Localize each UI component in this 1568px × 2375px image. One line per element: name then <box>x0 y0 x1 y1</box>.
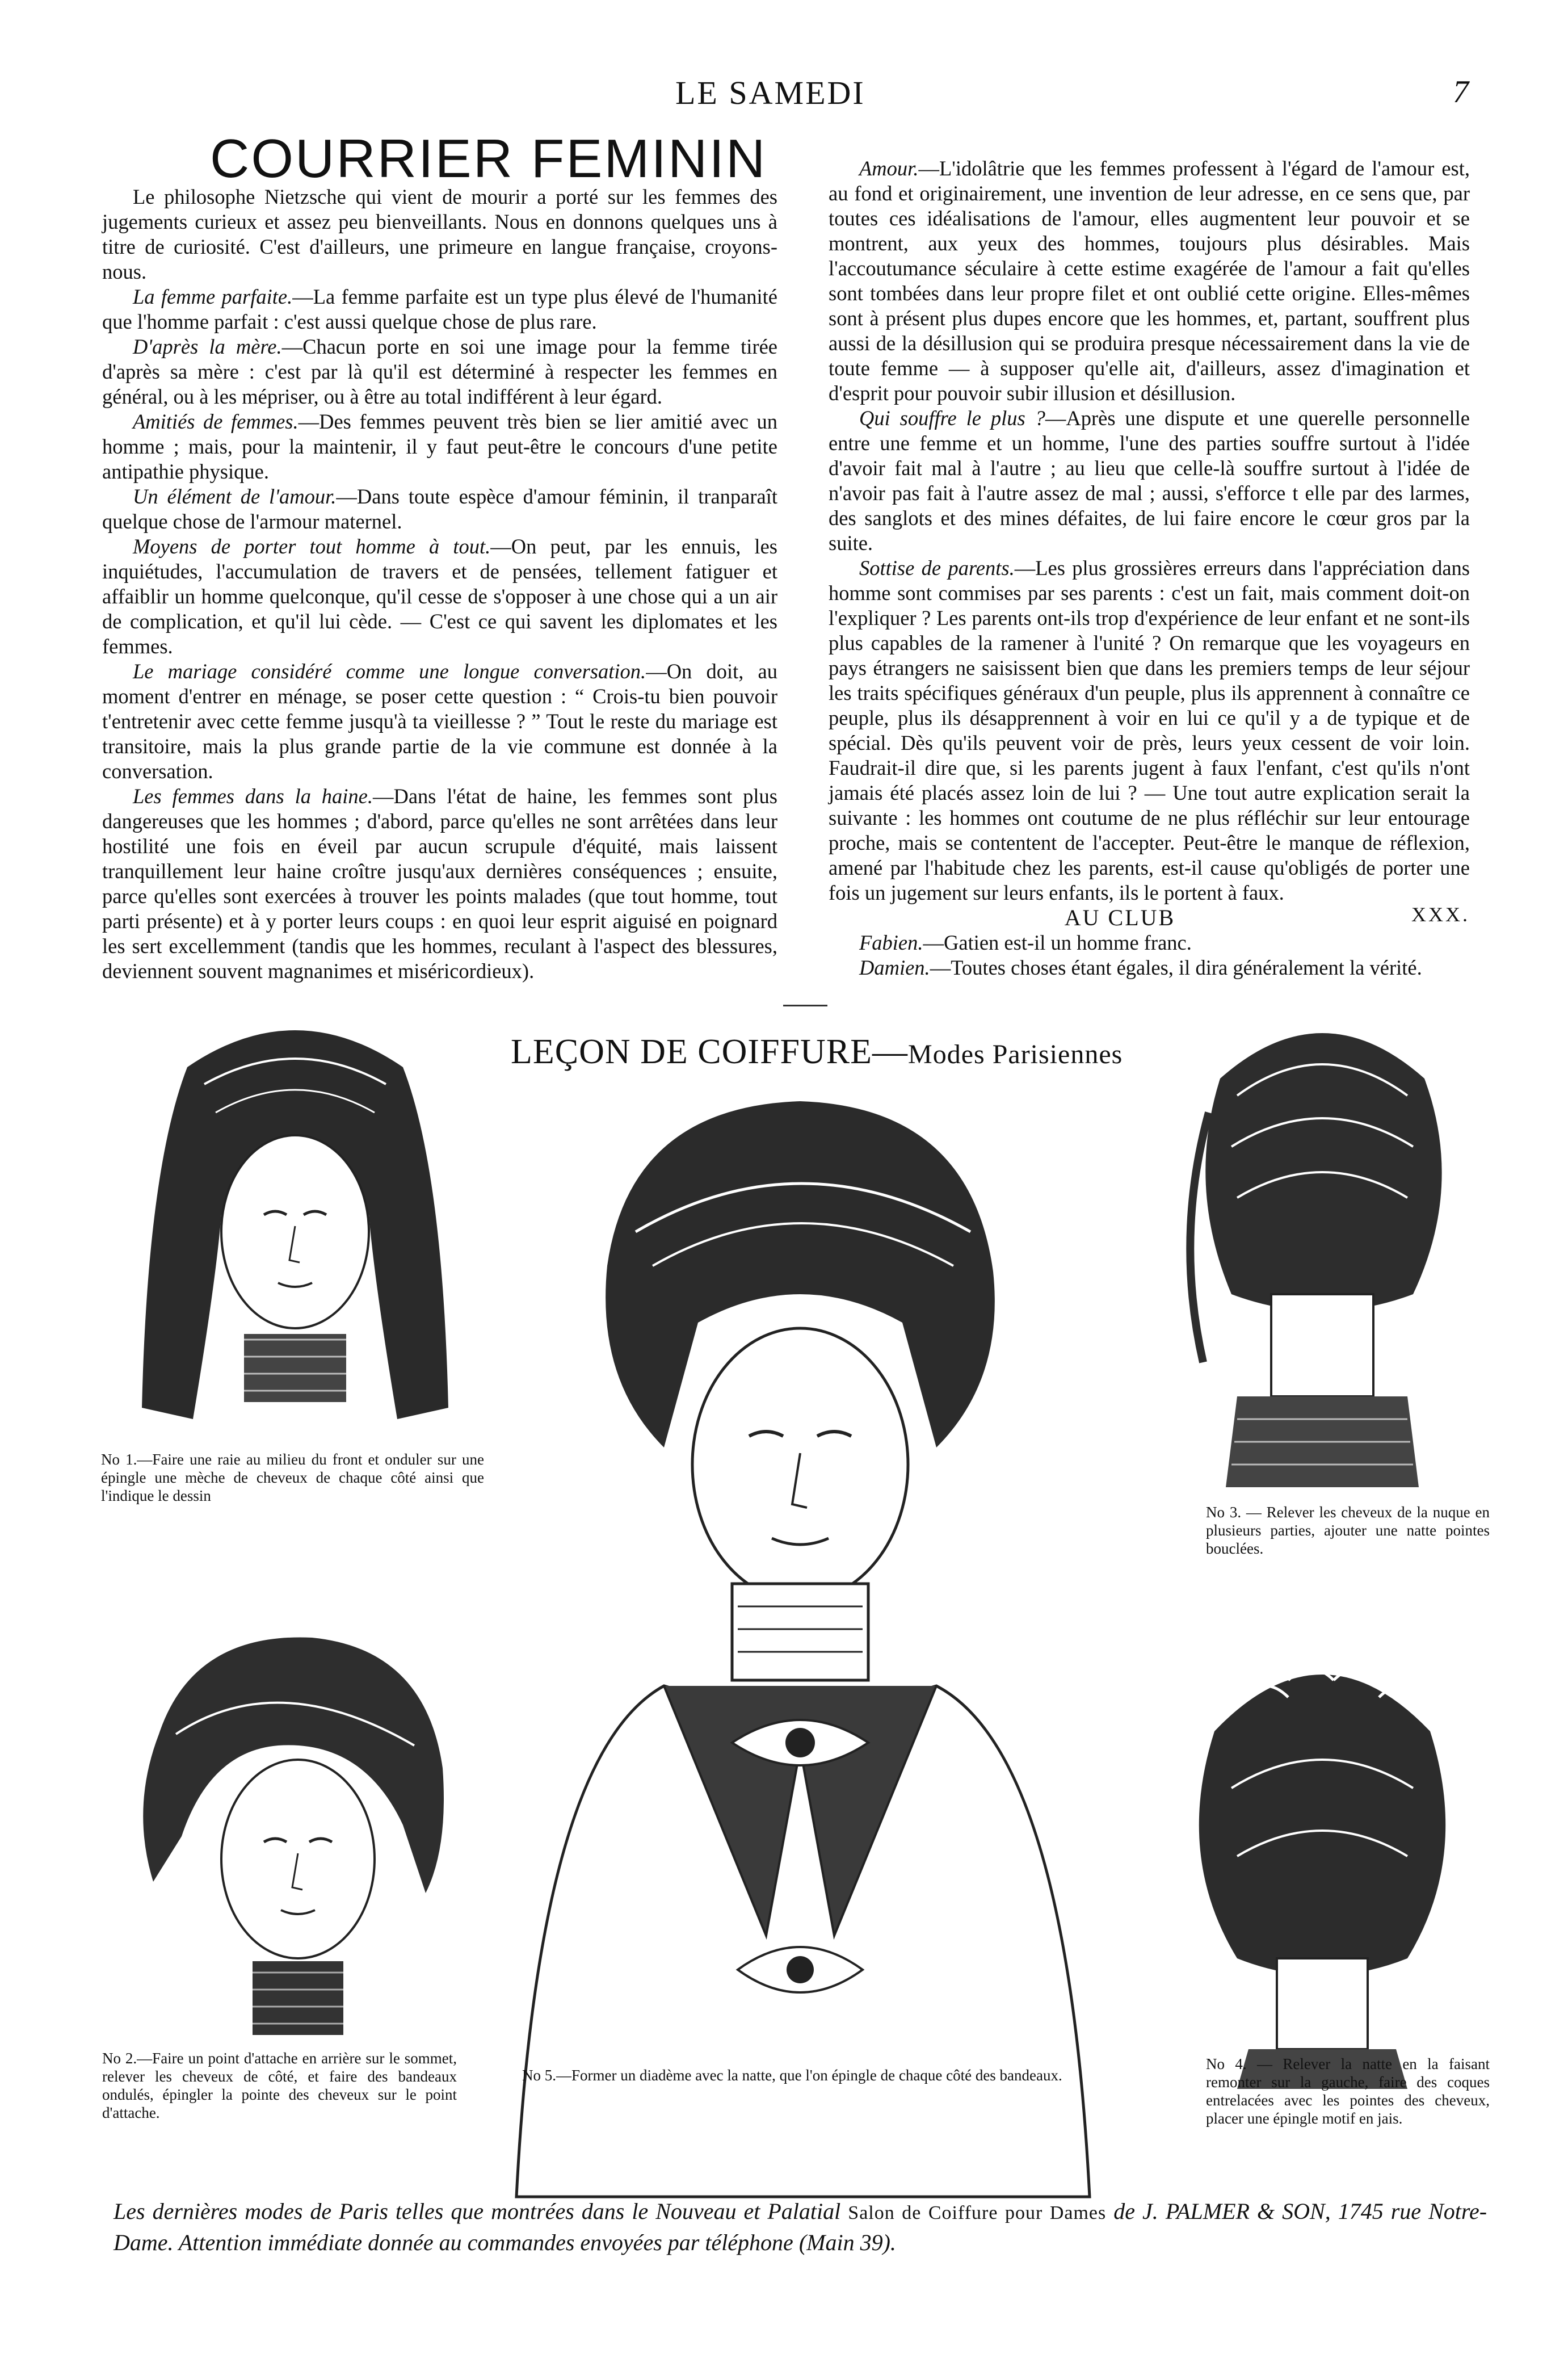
paragraph-lead: D'après la mère. <box>133 335 282 358</box>
caption-no2: No 2.—Faire un point d'attache en arrière sur le sommet, relever les cheveux de côté, et faire des bandeaux ondulés, épingler la pointe des cheveux sur le point d'attache. <box>102 2050 457 2121</box>
club-heading: AU CLUB XXX. <box>1064 903 1470 930</box>
article-paragraph: D'après la mère.—Chacun porte en soi une image pour la femme tirée d'après sa mère : c'est par là qu'il est déterminé à respecter les femmes en général, ou à les mépriser, ou à être au total indifférent à leur égard. <box>102 335 778 408</box>
article-paragraph: Un élément de l'amour.—Dans toute espèce d'amour féminin, il tranparaît quelque chose de l'armour maternel. <box>102 485 777 533</box>
caption-no1: No 1.—Faire une raie au milieu du front et onduler sur une épingle une mèche de cheveux de chaque côté ainsi que l'indique le dessin <box>101 1451 484 1504</box>
article-paragraph: La femme parfaite.—La femme parfaite est un type plus élevé de l'humanité que l'homme parfait : c'est aussi quelque chose de plus rare. <box>102 285 778 333</box>
article-paragraph: Amitiés de femmes.—Des femmes peuvent très bien se lier amitié avec un homme ; mais, pour la maintenir, il y faut peut-être le concours d'une petite antipathie physique. <box>102 410 777 483</box>
newspaper-title: LE SAMEDI <box>675 74 865 111</box>
salon-name: Salon de Coiffure pour Dames <box>848 2202 1107 2223</box>
speaker-name: Fabien. <box>859 931 923 954</box>
lecon-subtitle: Modes Parisiennes <box>908 1039 1123 1069</box>
speaker-name: Damien. <box>859 956 930 979</box>
dialogue-line: Damien.—Toutes choses étant égales, il dira généralement la vérité. <box>859 956 1422 979</box>
author-signature: XXX. <box>1411 903 1470 926</box>
portrait-hairstyle-2 <box>108 1621 471 2041</box>
engraving-illustration <box>102 999 488 1442</box>
engraving-illustration <box>505 1084 1101 2208</box>
portrait-hairstyle-5 <box>505 1084 1101 2208</box>
paragraph-lead: Moyens de porter tout homme à tout. <box>133 535 491 558</box>
portrait-hairstyle-4 <box>1163 1618 1481 2089</box>
dialogue-line: Fabien.—Gatien est-il un homme franc. <box>859 931 1192 954</box>
lecon-title: LEÇON DE COIFFURE—Modes Parisiennes <box>511 1033 1123 1071</box>
article-paragraph: Amour.—L'idolâtrie que les femmes professent à l'égard de l'amour est, au fond et originairement, une invention de leur adresse, en ce sens que, par toutes ces idéalisations de l'amour, elles augmentent leur pouvoir et se montrent, aux yeux des hommes, toujours plus désirables. Mais l'accoutumance séculaire à cette estime exagérée de l'amour a fait qu'elles sont tombées dans leur propre filet et ont oublié cette origine. Elles-mêmes sont à présent plus dupes encore que les hommes, et, partant, souffrent plus aussi de la désillusion qui se produira presque nécessairement dans la vie de toute femme — à supposer qu'elle ait, d'ailleurs, assez d'imagination et d'esprit pour pouvoir subir illusion et désillusion. <box>829 157 1470 405</box>
article-paragraph: Sottise de parents.—Les plus grossières erreurs dans l'appréciation dans homme sont commises par ses parents : c'est un fait, mais comment doit-on l'expliquer ? Les parents ont-ils trop d'expérience de leur enfant et ne sont-ils plus capables de la ramener à l'unité ? On remarque que les voyageurs en pays étrangers ne saisissent bien que dans les premiers temps de leur séjour les traits spécifiques généraux d'un peuple, plus ils apprennent à connaître ce peuple, plus ils désapprennent à voir en lui ce qu'il y a de typique et de spécial. Dès qu'ils peuvent voir de près, leurs yeux cessent de voir loin. Faudrait-il dire que, si les parents jugent à faux l'enfant, c'est qu'ils n'ont jamais été placés assez loin de lui ? — Une tout autre explication serait la suivante : les hommes ont coutume de ne plus réfléchir sur leur entourage proche, mais se contentent de l'accepter. Peut-être le manque de réflexion, amené par l'habitude chez les parents, est-il cause qu'obligés de porter une fois un jugement sur leurs enfants, ils le portent à faux. <box>829 556 1470 904</box>
caption-no4: No 4. — Relever la natte en la faisant remonter sur la gauche, faire des coques entrelacées avec les pointes des cheveux, placer une épingle motif en jais. <box>1206 2055 1490 2127</box>
paragraph-lead: Le mariage considéré comme une longue conversation. <box>133 660 646 683</box>
engraving-illustration <box>108 1621 471 2041</box>
paragraph-lead: Qui souffre le plus ? <box>859 406 1045 430</box>
paragraph-lead: Les femmes dans la haine. <box>133 784 373 808</box>
article-paragraph: Le philosophe Nietzsche qui vient de mourir a porté sur les femmes des jugements curieux et assez peu bienveillants. Nous en donnons quelques uns à titre de curiosité. C'est d'ailleurs, une primeure en langue française, croyons-nous. <box>102 185 777 283</box>
caption-no5: No 5.—Former un diadème avec la natte, que l'on épingle de chaque côté des bandeaux. <box>522 2067 1062 2084</box>
paragraph-lead: Amour. <box>859 157 919 180</box>
portrait-hairstyle-3 <box>1141 999 1493 1510</box>
article-paragraph: Les femmes dans la haine.—Dans l'état de haine, les femmes sont plus dangereuses que les hommes ; d'abord, parce qu'elles ne sont arrêtées dans leur hostilité une fois en éveil par aucun scrupule d'équité, mais laissent tranquillement leur haine croître jusqu'aux dernières conséquences ; ensuite, parce qu'elles sont exercées à trouver les points malades (que tout homme, tout parti présente) et à y porter leurs coups : en quoi leur esprit aiguisé en poignard les sert excellemment (tandis que les hommes, reculant à l'aspect des blessures, deviennent souvent magnanimes et miséricordieux). <box>102 784 778 983</box>
article-paragraph: Qui souffre le plus ?—Après une dispute et une querelle personnelle entre une femme et un homme, l'une des parties souffre surtout à l'idée d'avoir fait mal à l'autre ; au lieu que celle-là souffre surtout à l'idée de n'avoir pas fait à l'autre assez de mal ; aussi, s'efforce t elle par des larmes, des sanglots et des mines défaites, de lui faire encore le cœur gros par la suite. <box>829 406 1470 555</box>
paragraph-lead: Amitiés de femmes. <box>133 410 299 433</box>
engraving-illustration <box>1141 999 1493 1510</box>
section-divider <box>783 1005 827 1006</box>
article-paragraph: Moyens de porter tout homme à tout.—On peut, par les ennuis, les inquiétudes, l'accumulation de travers et de pensées, tellement fatiguer et affaiblir un homme quelconque, qu'il cesse de s'opposer à une chose qui a un air de complication, et qu'il lui cède. — C'est ce qui savent les diplomates et les femmes. <box>102 535 777 658</box>
article-column-left <box>102 184 777 984</box>
paragraph-lead: Sottise de parents. <box>859 556 1015 580</box>
engraving-illustration <box>1163 1618 1481 2089</box>
footer-advertisement: Les dernières modes de Paris telles que montrées dans le Nouveau et Palatial Salon de Coiffure pour Dames de J. PALMER & SON, 1745 rue Notre-Dame. Attention immédiate donnée au commandes envoyées par téléphone (Main 39). <box>113 2198 1487 2255</box>
section-title: COURRIER FEMININ <box>210 128 767 189</box>
page-number: 7 <box>1453 74 1469 110</box>
article-paragraph: Le mariage considéré comme une longue conversation.—On doit, au moment d'entrer en ménage, se poser cette question : “ Crois-tu bien pouvoir t'entretenir avec cette femme jusqu'à ta vieillesse ? ” Tout le reste du mariage est transitoire, mais la plus grande partie de la vie commune est donnée à la conversation. <box>102 660 778 783</box>
article-column-right <box>829 156 1470 980</box>
portrait-hairstyle-1 <box>102 999 488 1442</box>
paragraph-lead: Un élément de l'amour. <box>133 485 337 508</box>
paragraph-lead: La femme parfaite. <box>133 285 293 308</box>
caption-no3: No 3. — Relever les cheveux de la nuque en plusieurs parties, ajouter une natte pointes bouclées. <box>1206 1504 1490 1557</box>
